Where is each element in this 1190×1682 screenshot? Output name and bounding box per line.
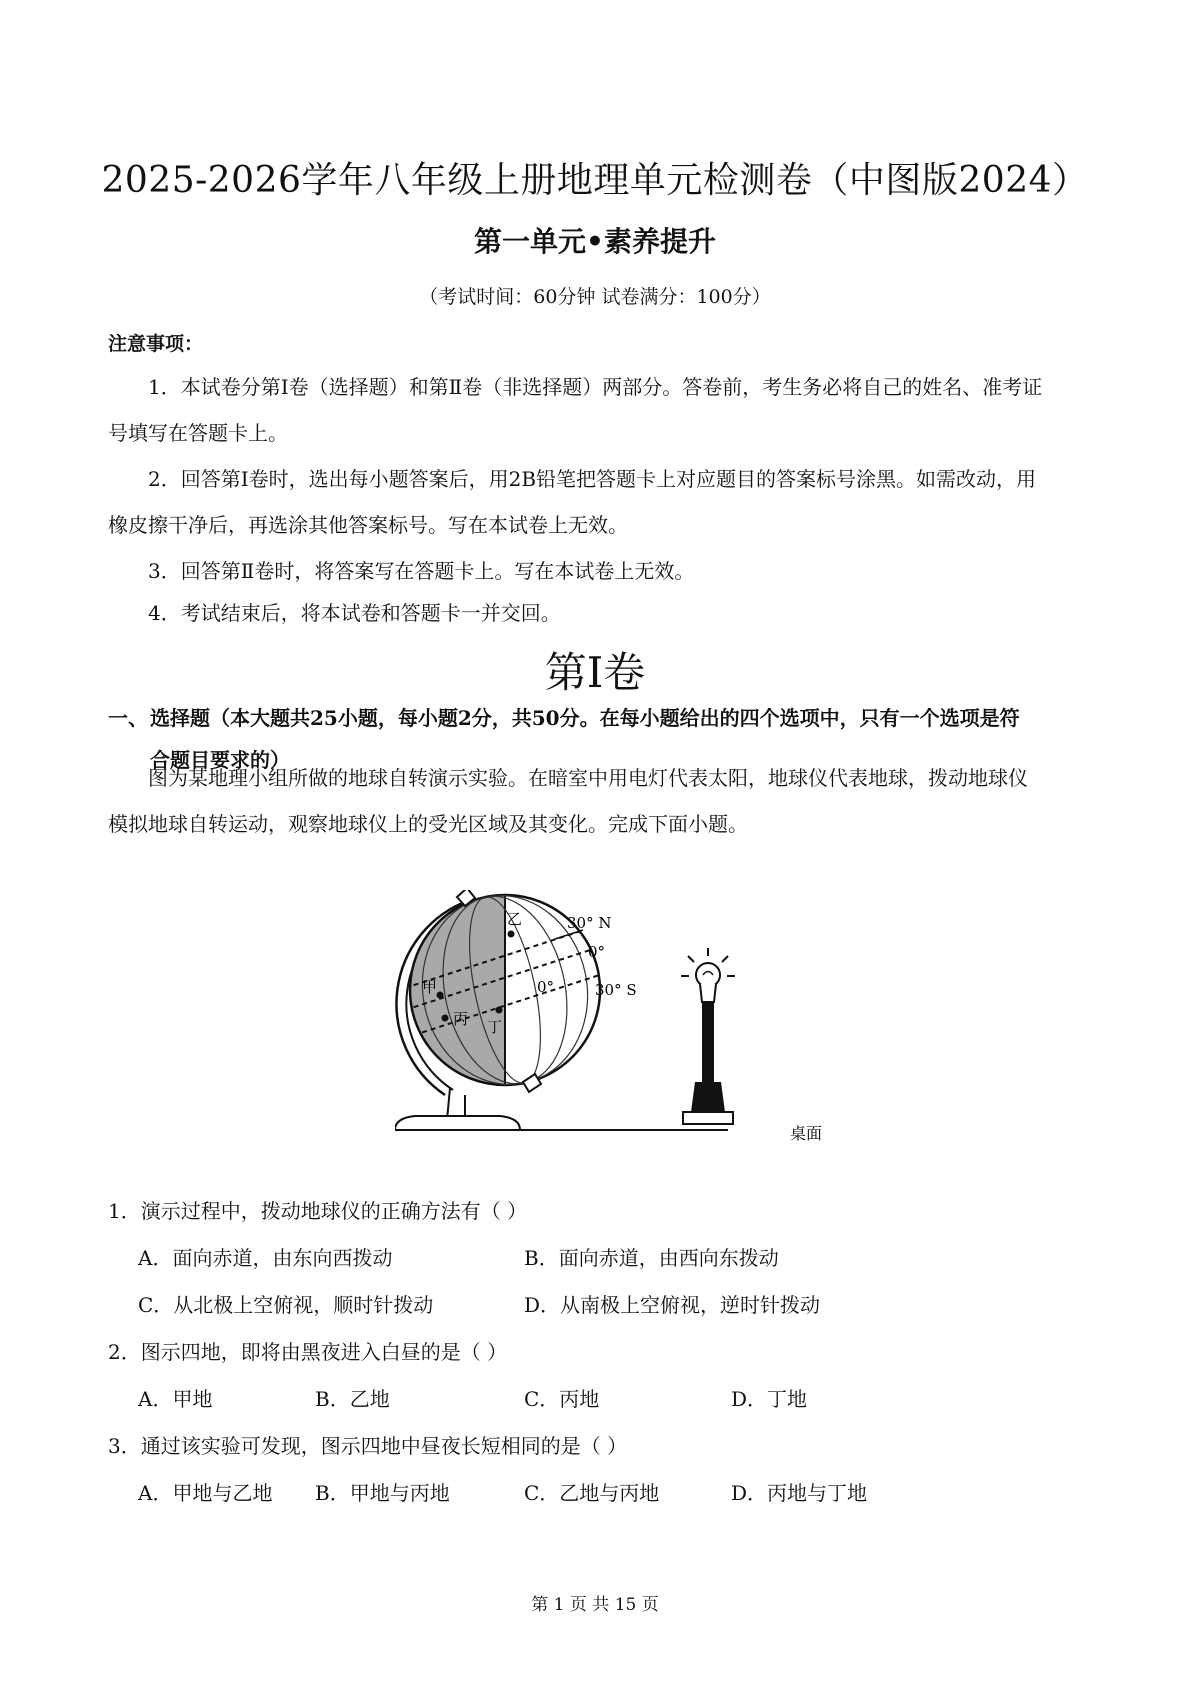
q1-option-a[interactable]: A．面向赤道，由东向西拨动: [138, 1246, 393, 1270]
notice-item-4: 4．考试结束后，将本试卷和答题卡一并交回。: [148, 601, 561, 625]
section-heading: 一、 选择题（本大题共25小题，每小题2分，共50分。在每小题给出的四个选项中，只有一个选项是符 合题目要求的）: [108, 706, 1020, 772]
q2-option-b[interactable]: B．乙地: [315, 1387, 390, 1411]
label-lat-south: 30° S: [595, 981, 637, 999]
notice-item-1: 1．本试卷分第Ⅰ卷（选择题）和第Ⅱ卷（非选择题）两部分。答卷前，考生务必将自己的姓名、准考证 号填写在答题卡上。: [108, 375, 1043, 445]
globe-base: [395, 1116, 520, 1130]
label-jia: 甲: [422, 978, 438, 996]
exam-info: （考试时间：60分钟 试卷满分：100分）: [419, 286, 771, 308]
q2-option-c[interactable]: C．丙地: [524, 1387, 600, 1411]
lamp: [681, 948, 735, 1124]
page-footer: 第 1 页 共 15 页: [531, 1595, 659, 1615]
globe-lamp-figure: [395, 890, 835, 1160]
label-lat-equator: 0°: [588, 943, 606, 961]
point-yi: [508, 931, 515, 938]
question-1-stem: 1．演示过程中，拨动地球仪的正确方法有（ ）: [108, 1199, 528, 1223]
page-subtitle: 第一单元•素养提升: [474, 225, 716, 258]
label-ding: 丁: [487, 1018, 503, 1036]
q3-option-d[interactable]: D．丙地与丁地: [731, 1481, 868, 1505]
q1-option-c[interactable]: C．从北极上空俯视，顺时针拨动: [138, 1293, 434, 1317]
label-yi: 乙: [507, 910, 523, 928]
label-meridian-zero: 0°: [537, 978, 555, 996]
page-title: 2025-2026学年八年级上册地理单元检测卷（中图版2024）: [101, 160, 1089, 201]
notice-item-2: 2．回答第Ⅰ卷时，选出每小题答案后，用2B铅笔把答题卡上对应题目的答案标号涂黑。如需改动，用 橡皮擦干净后，再选涂其他答案标号。写在本试卷上无效。: [108, 467, 1037, 537]
volume-title: 第Ⅰ卷: [544, 648, 646, 697]
q2-option-a[interactable]: A．甲地: [138, 1387, 213, 1411]
point-ding: [496, 1007, 503, 1014]
q3-option-c[interactable]: C．乙地与丙地: [524, 1481, 660, 1505]
point-bing: [442, 1015, 449, 1022]
q1-option-b[interactable]: B．面向赤道，由西向东拨动: [524, 1246, 779, 1270]
notice-heading: 注意事项：: [108, 333, 204, 355]
q1-option-d[interactable]: D．从南极上空俯视，逆时针拨动: [524, 1293, 821, 1317]
question-intro: 图为某地理小组所做的地球自转演示实验。在暗室中用电灯代表太阳，地球仪代表地球，拨动地球仪 模拟地球自转运动，观察地球仪上的受光区域及其变化。完成下面小题。: [108, 766, 1028, 836]
q3-option-a[interactable]: A．甲地与乙地: [138, 1481, 273, 1505]
label-desk: 桌面: [790, 1124, 823, 1143]
question-2-stem: 2．图示四地，即将由黑夜进入白昼的是（ ）: [108, 1340, 508, 1364]
question-3-stem: 3．通过该实验可发现，图示四地中昼夜长短相同的是（ ）: [108, 1434, 628, 1458]
point-jia: [437, 992, 444, 999]
q2-option-d[interactable]: D．丁地: [731, 1387, 808, 1411]
label-lat-north: 30° N: [567, 914, 612, 932]
notice-item-3: 3．回答第Ⅱ卷时，将答案写在答题卡上。写在本试卷上无效。: [148, 559, 695, 583]
label-bing: 丙: [453, 1010, 469, 1028]
q3-option-b[interactable]: B．甲地与丙地: [315, 1481, 450, 1505]
